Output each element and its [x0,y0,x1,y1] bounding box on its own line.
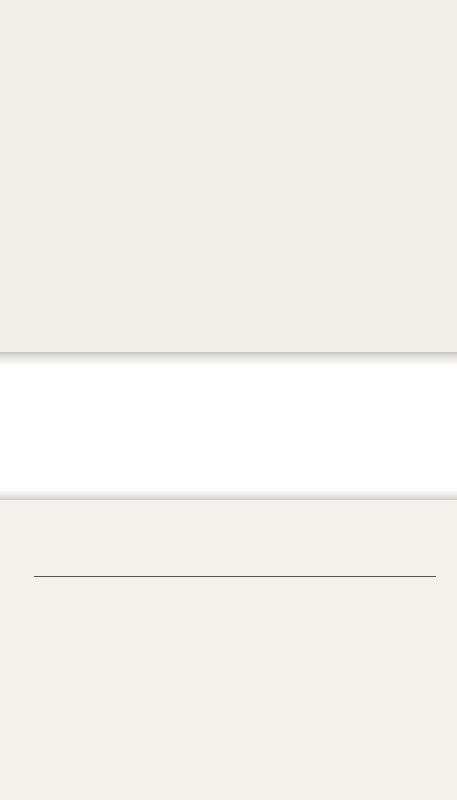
page-gap [0,355,457,500]
header-rule [34,576,436,577]
top-book-page [0,0,457,355]
page-edge-shadow [0,352,457,366]
bottom-book-page [0,500,457,800]
